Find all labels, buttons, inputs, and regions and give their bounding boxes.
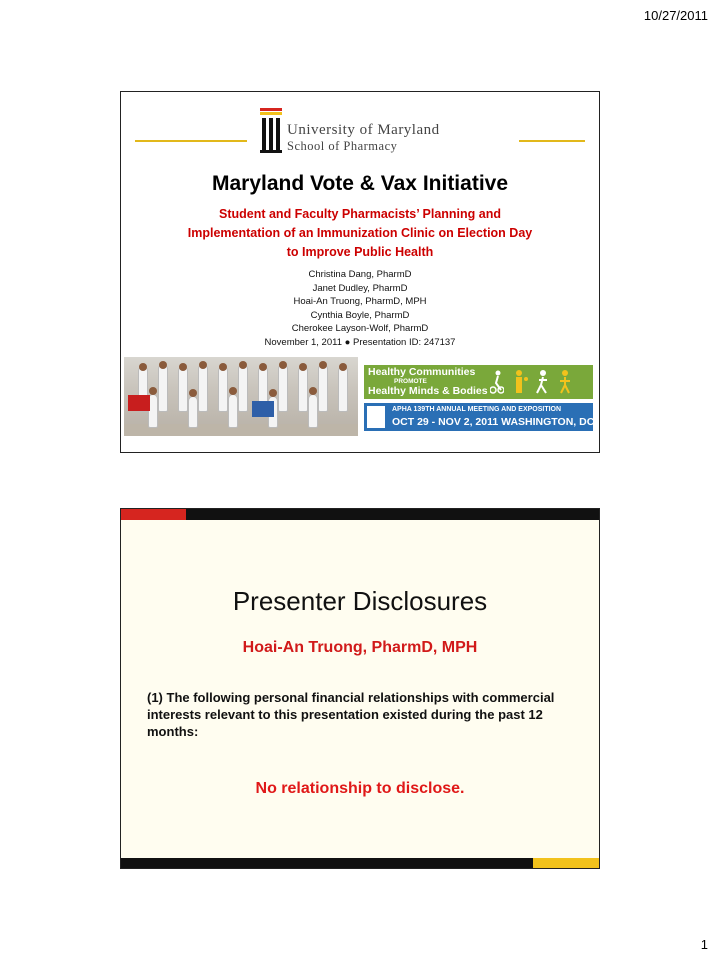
photo-head xyxy=(309,387,317,395)
group-photo xyxy=(124,357,358,436)
logo-university-name: University of Maryland xyxy=(287,122,440,138)
author-list xyxy=(121,268,599,349)
slide-heading: Presenter Disclosures xyxy=(232,586,488,616)
photo-head xyxy=(159,361,167,369)
photo-floor xyxy=(124,424,358,436)
page-number: 1 xyxy=(700,937,708,952)
photo-person xyxy=(178,366,188,412)
conference-line5: OCT 29 - NOV 2, 2011 WASHINGTON, DC xyxy=(392,416,595,428)
photo-head xyxy=(219,363,227,371)
top-accent-red xyxy=(121,509,186,520)
top-accent-bar xyxy=(121,509,599,520)
walker-icon xyxy=(558,369,572,395)
author-line: Hoai-An Truong, PharmD, MPH xyxy=(293,296,427,307)
photo-head xyxy=(139,363,147,371)
presentation-subtitle: Student and Faculty Pharmacists’ Planning and Implementation of an Immunization Clinic on Election Day to Improve Public Health xyxy=(187,207,533,259)
photo-head xyxy=(319,361,327,369)
photo-person xyxy=(278,364,288,412)
photo-person xyxy=(188,396,198,428)
conference-banner-top xyxy=(364,365,593,399)
photo-person xyxy=(318,364,328,412)
conference-line2: PROMOTE xyxy=(394,378,427,385)
photo-head xyxy=(239,361,247,369)
university-logo xyxy=(121,102,599,158)
umd-shield-icon xyxy=(260,108,282,154)
photo-head xyxy=(299,363,307,371)
photo-banner-red xyxy=(128,395,150,411)
photo-head xyxy=(339,363,347,371)
slide-title xyxy=(120,91,600,453)
photo-person xyxy=(218,366,228,412)
logo-divider-right xyxy=(519,140,585,142)
photo-head xyxy=(259,363,267,371)
author-line: Christina Dang, PharmD xyxy=(308,269,412,280)
photo-head xyxy=(229,387,237,395)
photo-head xyxy=(179,363,187,371)
photo-head xyxy=(269,389,277,397)
photo-head xyxy=(189,389,197,397)
photo-person xyxy=(298,366,308,412)
photo-person xyxy=(158,364,168,412)
family-icon xyxy=(514,369,528,395)
presentation-date-id: November 1, 2011 ● Presentation ID: 247137 xyxy=(264,336,456,348)
photo-person xyxy=(238,364,248,412)
photo-head xyxy=(149,387,157,395)
photo-person xyxy=(308,394,318,428)
photo-head xyxy=(199,361,207,369)
author-line: Cherokee Layson-Wolf, PharmD xyxy=(291,323,429,334)
disclosure-result: No relationship to disclose. xyxy=(255,780,465,797)
presenter-name: Hoai-An Truong, PharmD, MPH xyxy=(242,639,478,656)
bottom-accent-gold xyxy=(533,858,599,868)
bottom-accent-bar xyxy=(121,858,599,868)
conference-line3: Healthy Minds & Bodies xyxy=(368,385,488,397)
conference-banner-bottom xyxy=(364,403,593,431)
presentation-title: Maryland Vote & Vax Initiative xyxy=(211,172,509,195)
conference-line1: Healthy Communities xyxy=(368,366,476,378)
photo-person xyxy=(198,364,208,412)
logo-divider-left xyxy=(135,140,247,142)
logo-school-name: School of Pharmacy xyxy=(287,139,398,153)
photo-person xyxy=(228,394,238,428)
photo-head xyxy=(279,361,287,369)
photo-person xyxy=(338,366,348,412)
page-date: 10/27/2011 xyxy=(643,8,708,23)
slide-disclosures xyxy=(120,508,600,869)
accessibility-icon xyxy=(367,406,385,428)
runner-icon xyxy=(536,369,550,395)
cyclist-icon xyxy=(490,369,504,395)
photo-banner-blue xyxy=(252,401,274,417)
disclosure-statement: (1) The following personal financial relationships with commercial interests relevant to this presentation existed during the past 12 months: xyxy=(147,690,555,739)
author-line: Cynthia Boyle, PharmD xyxy=(310,309,410,321)
conference-line4: APHA 139TH ANNUAL MEETING AND EXPOSITION xyxy=(392,406,562,413)
author-line: Janet Dudley, PharmD xyxy=(312,282,408,294)
